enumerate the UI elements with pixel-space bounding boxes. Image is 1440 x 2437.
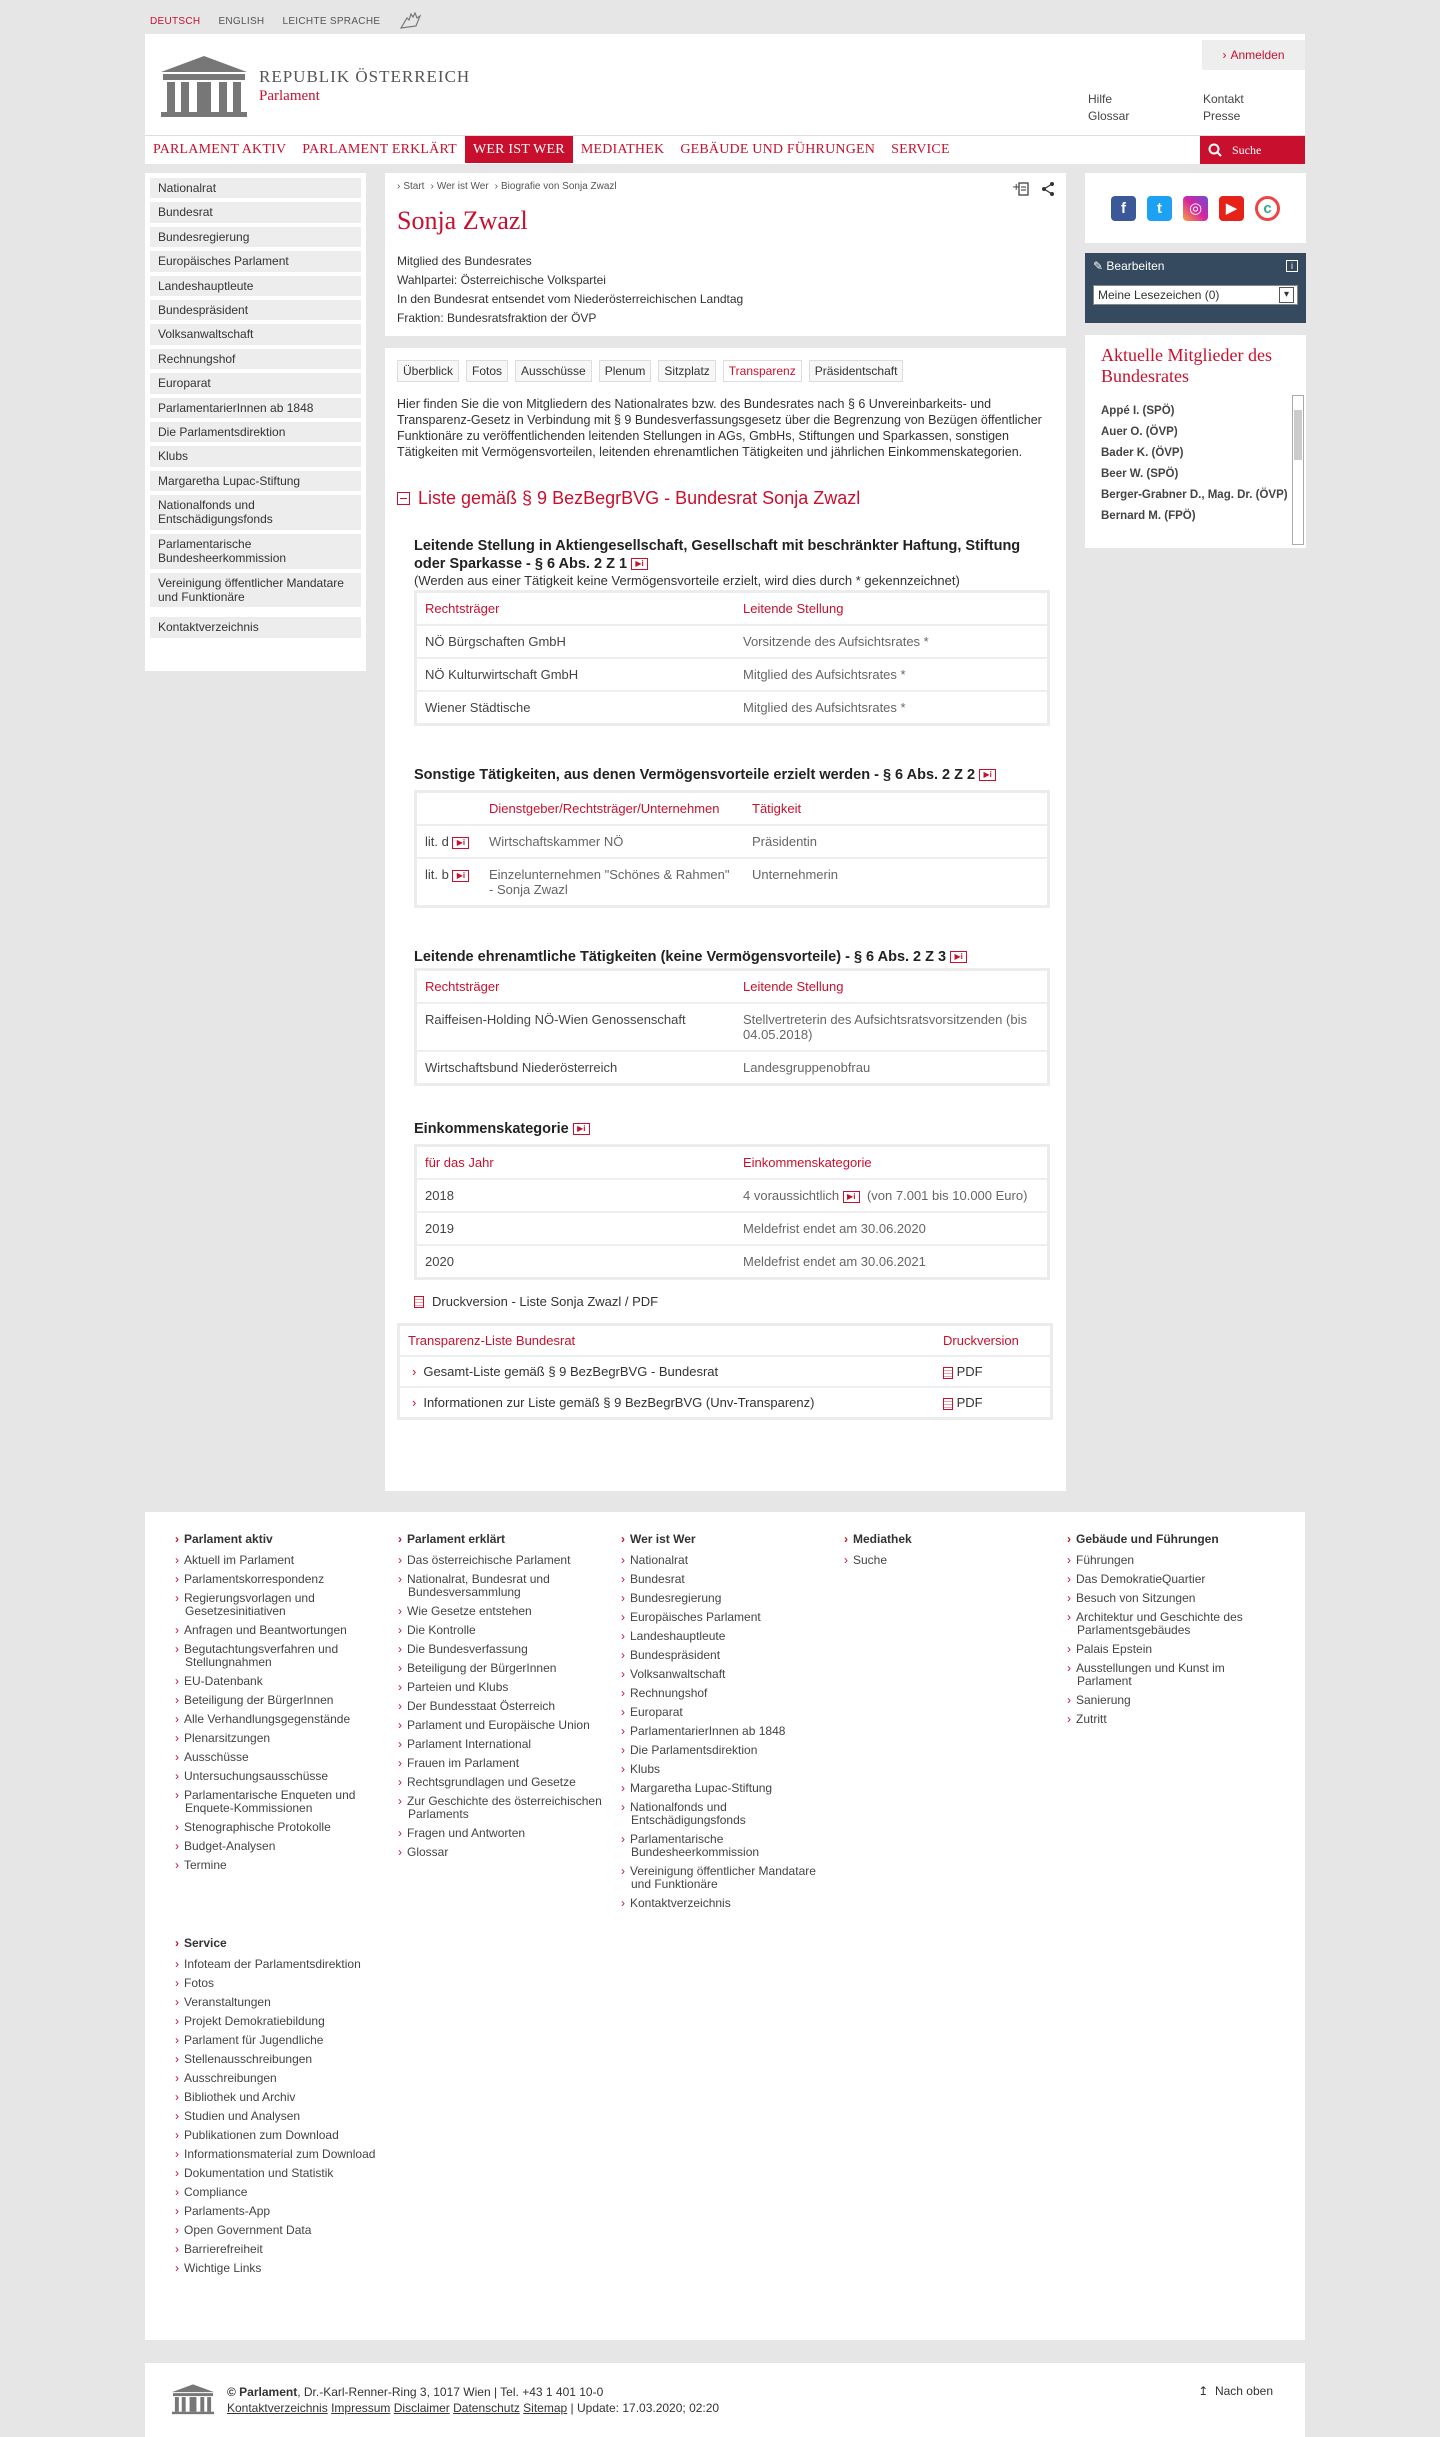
info-icon[interactable]: ▶i [631,558,648,570]
footer-link[interactable]: › Regierungsvorlagen und Gesetzesinitiativen [185,1592,388,1618]
breadcrumb-current: › Biografie von Sonja Zwazl [495,181,617,192]
press-link[interactable]: Presse [1203,109,1241,123]
impressum-link[interactable]: Impressum [331,2401,391,2415]
sidebar-item-klubs[interactable]: Klubs [150,446,361,466]
block-leitende-stellung [414,537,1050,726]
table-row [417,1244,1047,1277]
footer-link[interactable]: › Wie Gesetze entstehen [408,1605,611,1618]
list-item[interactable]: Auer O. (ÖVP) [1101,426,1178,438]
footer-link[interactable]: › Untersuchungsausschüsse [185,1770,388,1783]
kontaktverzeichnis-link[interactable]: Kontaktverzeichnis [227,2401,328,2415]
footer-link[interactable]: › Beteiligung der BürgerInnen [185,1694,388,1707]
footer-link[interactable]: › Vereinigung öffentlicher Mandatare und Funktionäre [631,1865,834,1891]
footer-link[interactable]: › Dokumentation und Statistik [185,2167,388,2180]
tab-plenum[interactable]: Plenum [599,360,652,382]
footer-link[interactable]: › Aktuell im Parlament [185,1554,388,1567]
footer-col-service [165,1936,388,2275]
block1-title [414,537,1050,573]
col-header: Tätigkeit [752,801,802,816]
arrow-up-icon: ↥ [1198,2384,1209,2398]
tab-praesidentschaft[interactable]: Präsidentschaft [809,360,904,382]
footer-col-parlament-erklaert [388,1532,611,1916]
footer-link[interactable]: › Informationsmaterial zum Download [185,2148,388,2161]
scrollbar-thumb[interactable] [1294,410,1302,460]
instagram-icon[interactable]: ◎ [1183,196,1208,221]
col-header-empty [417,793,481,824]
login-button[interactable] [1202,40,1305,70]
gesamt-liste-link[interactable]: › Gesamt-Liste gemäß § 9 BezBegrBVG - Bundesrat [408,1364,943,1379]
footer-link[interactable]: › Suche [854,1554,1057,1567]
sidebar-item-europarat[interactable]: Europarat [150,373,361,393]
table-row [417,1002,1047,1050]
logo-text [259,67,470,105]
site-footer [145,1512,1305,2340]
footer-link[interactable]: › Rechnungshof [631,1687,834,1700]
cell [417,826,481,857]
footer-link[interactable]: › Die Kontrolle [408,1624,611,1637]
cell: Wiener Städtische [425,700,531,715]
footer-link[interactable]: › Klubs [631,1763,834,1776]
main-navigation [145,135,1305,163]
footer-link[interactable]: › Open Government Data [185,2224,388,2237]
pdf-icon [414,1296,424,1308]
footer-col-wer-ist-wer [611,1532,834,1916]
transparency-content [385,348,1066,1491]
footer-link[interactable]: › Besuch von Sitzungen [1077,1592,1280,1605]
footer-link[interactable]: › Das österreichische Parlament [408,1554,611,1567]
list-item[interactable]: Berger-Grabner D., Mag. Dr. (ÖVP) [1101,489,1288,501]
login-label: Anmelden [1230,48,1285,62]
table-row [417,857,1047,905]
print-version-link[interactable] [414,1294,1054,1309]
block2-title [414,766,1050,784]
footer-link[interactable]: › Barrierefreiheit [185,2243,388,2256]
tab-sitzplatz[interactable]: Sitzplatz [658,360,715,382]
info-icon[interactable]: i [1286,260,1298,272]
info-icon[interactable]: ▶i [979,769,996,781]
info-icon[interactable]: ▶i [452,870,469,882]
sidebar-item-bundesregierung[interactable]: Bundesregierung [150,227,361,247]
footer-heading[interactable]: › Service [185,1936,388,1950]
table-row [417,624,1047,657]
sidebar-item-rechnungshof[interactable]: Rechnungshof [150,349,361,369]
block2-title-text: Sonstige Tätigkeiten, aus denen Vermögensvorteile erzielt werden - § 6 Abs. 2 Z 2 [414,767,976,783]
pdf-icon [943,1367,953,1379]
cell: NÖ Kulturwirtschaft GmbH [425,667,579,682]
lang-deutsch[interactable]: DEUTSCH [150,15,201,27]
footer-link[interactable]: › Parlaments-App [185,2205,388,2218]
list-item[interactable]: Bernard M. (FPÖ) [1101,510,1196,522]
utility-links [1088,92,1303,123]
footer-link[interactable]: › Sanierung [1077,1694,1280,1707]
pdf-label: PDF [956,1364,983,1379]
cell: Wirtschaftskammer NÖ [489,834,624,849]
pdf-label: PDF [956,1395,983,1410]
sidebar-item-lupac-stiftung[interactable]: Margaretha Lupac-Stiftung [150,471,361,491]
edit-header [1093,259,1298,273]
chevron-right-icon: › [1222,48,1227,62]
bio-faction: Fraktion: Bundesratsfraktion der ÖVP [397,311,597,325]
sign-language-icon[interactable] [398,12,424,30]
logo-line-2: Parlament [259,88,320,104]
collapse-icon [397,492,410,505]
footer-link[interactable]: › Alle Verhandlungsgegenstände [185,1713,388,1726]
list-item[interactable]: Appé I. (SPÖ) [1101,405,1175,417]
table-row [417,657,1047,690]
breadcrumb-wer-ist-wer[interactable]: › Wer ist Wer [430,181,488,192]
col-header: Rechtsträger [425,601,500,616]
cell: Mitglied des Aufsichtsrates * [743,700,906,715]
footer-link[interactable]: › Europäisches Parlament [631,1611,834,1624]
address: , Dr.-Karl-Renner-Ring 3, 1017 Wien | Tel. +43 1 401 10-0 [297,2385,604,2399]
contact-link[interactable]: Kontakt [1203,92,1244,106]
footer-link[interactable]: › Parlamentarische Bundesheerkommission [631,1833,834,1859]
block-sonstige-taetigkeiten [414,766,1050,908]
members-title: Aktuelle Mitglieder des Bundesrates [1101,345,1272,386]
footer-heading[interactable]: › Wer ist Wer [631,1532,834,1546]
block1-note: (Werden aus einer Tätigkeit keine Vermögensvorteile erzielt, wird dies durch * gekennzeichnet) [414,573,960,588]
footer-link[interactable]: › Parteien und Klubs [408,1681,611,1694]
info-icon[interactable]: ▶i [843,1191,860,1203]
footer-link[interactable]: › Budget-Analysen [185,1840,388,1853]
org-name: © Parlament [227,2385,298,2399]
footer-link[interactable]: › Parlament für Jugendliche [185,2034,388,2047]
footer-link[interactable]: › Margaretha Lupac-Stiftung [631,1782,834,1795]
footer-link[interactable]: › Rechtsgrundlagen und Gesetze [408,1776,611,1789]
breadcrumb [397,181,1054,192]
update-timestamp: | Update: 17.03.2020; 02:20 [570,2401,720,2415]
cell [417,859,481,905]
footer-link[interactable]: › Fragen und Antworten [408,1827,611,1840]
nav-service[interactable]: SERVICE [891,141,950,157]
bookmarks-select[interactable]: Meine Lesezeichen (0) ▾ [1093,285,1298,305]
cell: Wirtschaftsbund Niederösterreich [425,1060,618,1075]
members-scrollbar[interactable] [1292,395,1304,545]
footer-link[interactable]: › Die Bundesverfassung [408,1643,611,1656]
nav-mediathek[interactable]: MEDIATHEK [580,141,665,157]
block1-table [414,590,1050,726]
footer-link[interactable]: › Palais Epstein [1077,1643,1280,1656]
footer-col-parlament-aktiv [165,1532,388,1916]
table-header [417,971,1047,1002]
pdf-icon [943,1398,953,1410]
table-row [417,1050,1047,1083]
sidebar-item-bundesrat[interactable]: Bundesrat [150,202,361,222]
col-header: Rechtsträger [425,979,500,994]
footer-link[interactable]: › Die Parlamentsdirektion [631,1744,834,1757]
cell: Stellvertreterin des Aufsichtsratsvorsitzenden (bis 04.05.2018) [743,1012,1027,1042]
imprint [227,2384,719,2416]
footer-heading[interactable]: › Parlament aktiv [185,1532,388,1546]
section-title: Liste gemäß § 9 BezBegrBVG - Bundesrat Sonja Zwazl [418,488,861,508]
footer-link[interactable]: › Bundesrat [631,1573,834,1586]
footer-link[interactable]: › Zur Geschichte des österreichischen Parlaments [408,1795,611,1821]
nav-wer-ist-wer[interactable]: WER IST WER [465,136,573,163]
block-ehrenamtliche-taetigkeiten [414,948,1050,1086]
footer-link[interactable]: › Frauen im Parlament [408,1757,611,1770]
footer-link[interactable]: › Stellenausschreibungen [185,2053,388,2066]
info-icon[interactable]: ▶i [452,837,469,849]
footer-link[interactable]: › Beteiligung der BürgerInnen [408,1662,611,1675]
table-header [417,793,1047,824]
footer-link[interactable]: › Anfragen und Beantwortungen [185,1624,388,1637]
footer-columns [165,1532,1285,1916]
income-category: 4 voraussichtlich [743,1188,840,1203]
cell: Vorsitzende des Aufsichtsrates * [743,634,929,649]
breadcrumb-start[interactable]: › Start [397,181,424,192]
nav-parlament-erklaert[interactable]: PARLAMENT ERKLÄRT [302,141,457,157]
info-icon[interactable]: ▶i [950,951,967,963]
footer-link[interactable]: › Plenarsitzungen [185,1732,388,1745]
bookmark-add-icon[interactable] [1012,181,1030,197]
block4-title-text: Einkommenskategorie [414,1121,569,1137]
bio-role: Mitglied des Bundesrates [397,254,532,268]
app-icon[interactable]: c [1255,196,1280,221]
logo[interactable] [159,54,470,118]
sidebar-item-parlamentsdirektion[interactable]: Die Parlamentsdirektion [150,422,361,442]
bio-sent-by: In den Bundesrat entsendet vom Niederösterreichischen Landtag [397,292,744,306]
footer-link[interactable]: › Ausschreibungen [185,2072,388,2085]
sidebar-item-volksanwaltschaft[interactable]: Volksanwaltschaft [150,324,361,344]
transparency-list-table [397,1323,1053,1420]
cell [735,1180,1047,1211]
cell: Unternehmerin [752,867,838,882]
footer-link[interactable]: › Parlamentarische Enqueten und Enquete-Kommissionen [185,1789,388,1815]
footer-link[interactable]: › Begutachtungsverfahren und Stellungnahmen [185,1643,388,1669]
bottom-bar [145,2363,1305,2437]
footer-link[interactable]: › Das DemokratieQuartier [1077,1573,1280,1586]
tab-fotos[interactable]: Fotos [466,360,508,382]
list-item[interactable]: Beer W. (SPÖ) [1101,468,1179,480]
footer-link[interactable]: › Compliance [185,2186,388,2199]
search-button[interactable] [1200,136,1305,164]
lang-easy[interactable]: LEICHTE SPRACHE [282,15,381,27]
sidebar-item-landeshauptleute[interactable]: Landeshauptleute [150,276,361,296]
table-row [400,1355,1050,1386]
cell: Einzelunternehmen "Schönes & Rahmen" - Sonja Zwazl [489,867,730,897]
sidebar-item-nationalrat[interactable]: Nationalrat [150,178,361,198]
cell: Landesgruppenobfrau [743,1060,871,1075]
footer-link[interactable]: › Publikationen zum Download [185,2129,388,2142]
cell: Raiffeisen-Holding NÖ-Wien Genossenschaft [425,1012,686,1027]
sidebar-item-bundespraesident[interactable]: Bundespräsident [150,300,361,320]
cell: Mitglied des Aufsichtsrates * [743,667,906,682]
cell: NÖ Bürgschaften GmbH [425,634,566,649]
facebook-icon[interactable]: f [1111,196,1136,221]
table-row [417,1211,1047,1244]
col-header: für das Jahr [425,1155,494,1170]
footer-link[interactable]: › Landeshauptleute [631,1630,834,1643]
footer-link[interactable]: › Glossar [408,1846,611,1859]
footer-link[interactable]: › Kontaktverzeichnis [631,1897,834,1910]
edit-title-text: Bearbeiten [1106,259,1165,273]
footer-col-mediathek [834,1532,1057,1916]
table-row [417,824,1047,857]
biography-card [385,173,1066,336]
footer-link[interactable]: › Zutritt [1077,1713,1280,1726]
col-header: Druckversion [943,1333,1019,1348]
table-header [417,593,1047,624]
footer-link[interactable]: › Der Bundesstaat Österreich [408,1700,611,1713]
cell: Meldefrist endet am 30.06.2021 [743,1254,926,1269]
footer-link[interactable]: › Wichtige Links [185,2262,388,2275]
block3-table [414,968,1050,1086]
footer-link[interactable]: › Infoteam der Parlamentsdirektion [185,1958,388,1971]
left-sidebar [145,173,366,671]
footer-link[interactable]: › Studien und Analysen [185,2110,388,2123]
footer-link[interactable]: › Nationalrat, Bundesrat und Bundesversammlung [408,1573,611,1599]
footer-link[interactable]: › Fotos [185,1977,388,1990]
footer-link[interactable]: › Bibliothek und Archiv [185,2091,388,2104]
sitemap-link[interactable]: Sitemap [523,2401,568,2415]
block3-title-text: Leitende ehrenamtliche Tätigkeiten (keine Vermögensvorteile) - § 6 Abs. 2 Z 3 [414,949,947,965]
print-version-label: Druckversion - Liste Sonja Zwazl / PDF [432,1294,659,1309]
block1-title-text: Leitende Stellung in Aktiengesellschaft, Gesellschaft mit beschränkter Haftung, Stiftung oder Sparkasse - § 6 Abs. 2 Z 1 [414,538,1021,572]
sidebar-item-parlamentarier-1848[interactable]: ParlamentarierInnen ab 1848 [150,398,361,418]
footer-heading[interactable]: › Mediathek [854,1532,1057,1546]
tab-transparenz[interactable]: Transparenz [723,360,802,382]
back-to-top-link[interactable] [1198,2384,1273,2398]
pdf-link[interactable] [943,1364,983,1379]
footer-col-gebaeude [1057,1532,1280,1916]
table-header [400,1326,1050,1355]
social-links [1085,173,1306,243]
tab-ueberblick[interactable]: Überblick [397,360,459,382]
block4-table [414,1144,1050,1280]
youtube-icon[interactable]: ▶ [1219,196,1244,221]
info-icon[interactable]: ▶i [573,1123,590,1135]
parliament-logo-icon [159,54,249,118]
profile-tabs [397,360,1054,382]
pdf-link[interactable] [943,1395,983,1410]
sidebar-item-eu-parlament[interactable]: Europäisches Parlament [150,251,361,271]
help-link[interactable]: Hilfe [1088,92,1113,106]
table-row [417,1178,1047,1211]
cell: 2020 [425,1254,454,1269]
col-header: Transparenz-Liste Bundesrat [408,1333,576,1348]
block3-title [414,948,1050,966]
cell: Präsidentin [752,834,818,849]
footer-link[interactable]: › Ausschüsse [185,1751,388,1764]
cell: 2018 [425,1188,454,1203]
page-title: Sonja Zwazl [397,206,528,235]
nav-gebaeude[interactable]: GEBÄUDE UND FÜHRUNGEN [680,141,876,157]
col-header: Leitende Stellung [743,979,844,994]
edit-panel [1085,253,1306,323]
block4-title [414,1120,1050,1138]
footer-link[interactable]: › Europarat [631,1706,834,1719]
block2-table [414,790,1050,908]
cell: 2019 [425,1221,454,1236]
income-range: (von 7.001 bis 10.000 Euro) [866,1188,1028,1203]
svg-text:+: + [1012,182,1021,193]
language-bar [150,13,424,29]
back-to-top-label: Nach oben [1214,2384,1273,2398]
col-header: Einkommenskategorie [743,1155,872,1170]
share-icon[interactable] [1040,181,1056,197]
footer-link[interactable]: › Parlament und Europäische Union [408,1719,611,1732]
footer-link[interactable]: › ParlamentarierInnen ab 1848 [631,1725,834,1738]
search-icon [1208,143,1222,157]
section-toggle[interactable] [397,488,1054,509]
footer-link[interactable]: › Bundesregierung [631,1592,834,1605]
edit-title: ✎ Bearbeiten [1093,259,1165,273]
footer-link[interactable]: › Parlament International [408,1738,611,1751]
footer-link[interactable]: › Stenographische Protokolle [185,1821,388,1834]
bio-party: Wahlpartei: Österreichische Volkspartei [397,273,606,287]
members-list [1101,401,1290,541]
table-header [417,1147,1047,1178]
lit-label: lit. d [425,834,449,849]
footer-link[interactable]: › Führungen [1077,1554,1280,1567]
footer-heading[interactable]: › Parlament erklärt [408,1532,611,1546]
disclaimer-link[interactable]: Disclaimer [393,2401,450,2415]
site-header [145,34,1305,164]
intro-text: Hier finden Sie die von Mitgliedern des Nationalrates bzw. des Bundesrates nach § 6 Unvereinbarkeits- und Transparenz-Gesetz in Verbindung mit § 9 Bundesverfassungsgesetz über die Begrenzung von Bezügen öffentlicher Funktionäre zu veröffentlichenden leitenden Stellungen in AGs, GmbHs, Stiftungen und Sparkassen, sonstigen Tätigkeiten mit Vermögensvorteilen, leitenden ehrenamtlichen Tätigkeiten und jährlichen Einkommenskategorien. [397,397,1042,459]
footer-link[interactable]: › Ausstellungen und Kunst im Parlament [1077,1662,1280,1688]
twitter-icon[interactable]: t [1147,196,1172,221]
footer-link[interactable]: › Nationalfonds und Entschädigungsfonds [631,1801,834,1827]
bio-tools [1012,181,1056,197]
current-members-box [1085,335,1306,548]
footer-heading[interactable]: › Gebäude und Führungen [1077,1532,1280,1546]
cell: Meldefrist endet am 30.06.2020 [743,1221,926,1236]
lit-label: lit. b [425,867,449,882]
footer-link[interactable]: › Parlamentskorrespondenz [185,1573,388,1586]
col-header: Dienstgeber/Rechtsträger/Unternehmen [489,801,720,816]
list-item[interactable]: Bader K. (ÖVP) [1101,447,1184,459]
footer-link[interactable]: › Bundespräsident [631,1649,834,1662]
footer-link[interactable]: › Projekt Demokratiebildung [185,2015,388,2028]
col-header: Leitende Stellung [743,601,844,616]
footer-link[interactable]: › EU-Datenbank [185,1675,388,1688]
datenschutz-link[interactable]: Datenschutz [453,2401,520,2415]
informationen-link[interactable]: › Informationen zur Liste gemäß § 9 BezBegrBVG (Unv-Transparenz) [408,1395,943,1410]
nav-parlament-aktiv[interactable]: PARLAMENT AKTIV [153,141,287,157]
search-label: Suche [1232,142,1262,157]
footer-link[interactable]: › Termine [185,1859,388,1872]
tab-ausschuesse[interactable]: Ausschüsse [515,360,592,382]
table-row [400,1386,1050,1417]
footer-link[interactable]: › Volksanwaltschaft [631,1668,834,1681]
block-einkommenskategorie [414,1120,1050,1280]
glossary-link[interactable]: Glossar [1088,109,1130,123]
footer-link[interactable]: › Nationalrat [631,1554,834,1567]
sidebar-item-nationalfonds[interactable]: Nationalfonds und Entschädigungsfonds [150,495,361,530]
parliament-logo-icon [171,2383,215,2415]
lang-english[interactable]: ENGLISH [218,15,265,27]
sidebar-item-kontaktverzeichnis[interactable]: Kontaktverzeichnis [150,617,361,637]
sidebar-item-bundesheerkommission[interactable]: Parlamentarische Bundesheerkommission [150,534,361,569]
sidebar-item-vereinigung[interactable]: Vereinigung öffentlicher Mandatare und Funktionäre [150,573,361,608]
footer-link[interactable]: › Architektur und Geschichte des Parlamentsgebäudes [1077,1611,1280,1637]
logo-line-1: REPUBLIK ÖSTERREICH [259,67,471,86]
table-row [417,690,1047,723]
footer-link[interactable]: › Veranstaltungen [185,1996,388,2009]
